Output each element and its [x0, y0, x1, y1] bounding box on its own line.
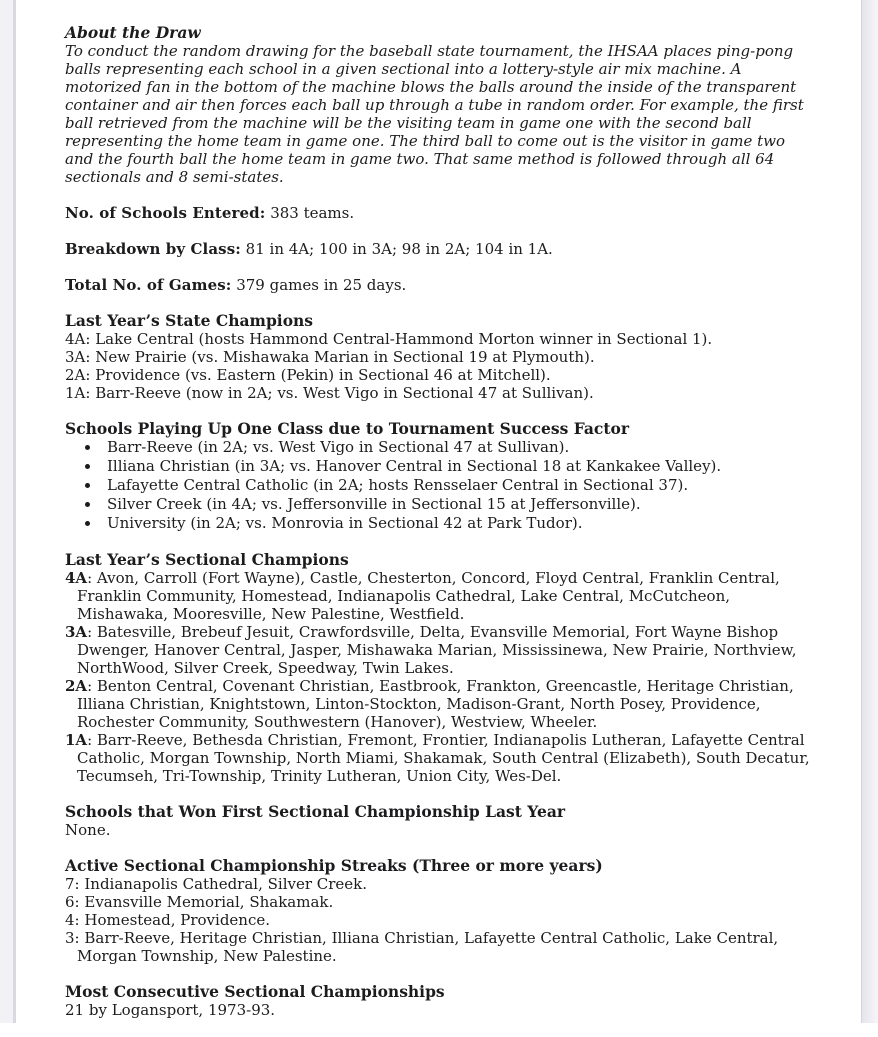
page-edge-right: [861, 0, 878, 1023]
section-streaks: [65, 857, 815, 965]
fact-total-games: [65, 276, 815, 294]
section-most-consecutive: [65, 983, 815, 1019]
streak-line-3: 3: Barr-Reeve, Heritage Christian, Illiana Christian, Lafayette Central Catholic, Lake Central, Morgan Township, New Palestine.: [65, 929, 779, 965]
school-list: : Barr-Reeve, Bethesda Christian, Fremont, Frontier, Indianapolis Lutheran, Lafayette Central Catholic, Morgan Township, North Miami, Shakamak, South Central (Elizabeth), South Decatur, Tecumseh, Tri-Township, Trinity Lutheran, Union City, Wes-Del.: [77, 731, 810, 785]
section-sectional-champions: [65, 551, 815, 785]
class-label: 2A: [65, 677, 88, 695]
list-item: • Lafayette Central Catholic (in 2A; hosts Rensselaer Central in Sectional 37).: [101, 476, 815, 495]
state-champion-1a: 1A: Barr-Reeve (now in 2A; vs. West Vigo in Sectional 47 at Sullivan).: [65, 384, 594, 402]
fact-schools-entered: [65, 204, 815, 222]
page-edge-left: [0, 0, 16, 1023]
state-champion-3a: 3A: New Prairie (vs. Mishawaka Marian in Sectional 19 at Plymouth).: [65, 348, 595, 366]
fact-breakdown-by-class: [65, 240, 815, 258]
playing-up-list: [65, 438, 815, 533]
sectional-champions-2a: [65, 677, 815, 731]
state-champions-heading: Last Year’s State Champions: [65, 311, 314, 330]
about-heading: About the Draw: [65, 23, 201, 42]
list-item: • Silver Creek (in 4A; vs. Jeffersonville in Sectional 15 at Jeffersonville).: [101, 495, 815, 514]
sectional-champions-1a: [65, 731, 815, 785]
state-champion-2a: 2A: Providence (vs. Eastern (Pekin) in Sectional 46 at Mitchell).: [65, 366, 551, 384]
about-paragraph: To conduct the random drawing for the baseball state tournament, the IHSAA places ping-pong balls representing each school in a given sectional into a lottery-style air mix machine. A motorized fan in the bottom of the machine blows the balls around the inside of the transparent container and air then forces each ball up through a tube in random order. For example, the first ball retrieved from the machine will be the visiting team in game one with the second ball representing the home team in game one. The third ball to come out is the visitor in game two and the fourth ball the home team in game two. That same method is followed through all 64 sectionals and 8 semi-states.: [65, 42, 804, 186]
class-label: 3A: [65, 623, 88, 641]
school-list: : Avon, Carroll (Fort Wayne), Castle, Chesterton, Concord, Floyd Central, Franklin Central, Franklin Community, Homestead, Indianapolis Cathedral, Lake Central, McCutcheon, Mishawaka, Mooresville, New Palestine, Westfield.: [77, 569, 780, 623]
fact-label: Breakdown by Class:: [65, 240, 241, 258]
streak-line-4: 4: Homestead, Providence.: [65, 911, 271, 929]
class-label: 1A: [65, 731, 88, 749]
most-consecutive-heading: Most Consecutive Sectional Championships: [65, 982, 445, 1001]
fact-value: 383 teams.: [270, 204, 355, 222]
state-champion-4a: 4A: Lake Central (hosts Hammond Central-Hammond Morton winner in Sectional 1).: [65, 330, 713, 348]
streak-line-7: 7: Indianapolis Cathedral, Silver Creek.: [65, 875, 368, 893]
list-item: • Illiana Christian (in 3A; vs. Hanover Central in Sectional 18 at Kankakee Valley).: [101, 457, 815, 476]
school-list: : Benton Central, Covenant Christian, Eastbrook, Frankton, Greencastle, Heritage Christian, Illiana Christian, Knightstown, Linton-Stockton, Madison-Grant, North Posey, Providence, Rochester Community, Southwestern (Hanover), Westview, Wheeler.: [77, 677, 794, 731]
streaks-heading: Active Sectional Championship Streaks (Three or more years): [65, 856, 603, 875]
first-sectional-heading: Schools that Won First Sectional Championship Last Year: [65, 802, 566, 821]
streak-line-6: 6: Evansville Memorial, Shakamak.: [65, 893, 334, 911]
sectional-champions-heading: Last Year’s Sectional Champions: [65, 550, 349, 569]
playing-up-heading: Schools Playing Up One Class due to Tournament Success Factor: [65, 419, 630, 438]
section-about-the-draw: [65, 24, 815, 186]
fact-label: Total No. of Games:: [65, 276, 232, 294]
class-label: 4A: [65, 569, 88, 587]
list-item: • University (in 2A; vs. Monrovia in Sectional 42 at Park Tudor).: [101, 514, 815, 533]
list-item: • Barr-Reeve (in 2A; vs. West Vigo in Sectional 47 at Sullivan).: [101, 438, 815, 457]
school-list: : Batesville, Brebeuf Jesuit, Crawfordsville, Delta, Evansville Memorial, Fort Wayne Bishop Dwenger, Hanover Central, Jasper, Mishawaka Marian, Mississinewa, New Prairie, Northview, NorthWood, Silver Creek, Speedway, Twin Lakes.: [77, 623, 797, 677]
first-sectional-body: None.: [65, 821, 111, 839]
most-consecutive-body: 21 by Logansport, 1973-93.: [65, 1001, 276, 1019]
sectional-champions-3a: [65, 623, 815, 677]
fact-label: No. of Schools Entered:: [65, 204, 266, 222]
fact-value: 81 in 4A; 100 in 3A; 98 in 2A; 104 in 1A.: [245, 240, 553, 258]
document-page: [65, 24, 815, 1037]
section-first-sectional: [65, 803, 815, 839]
sectional-champions-4a: [65, 569, 815, 623]
fact-value: 379 games in 25 days.: [236, 276, 407, 294]
section-playing-up: [65, 420, 815, 533]
section-state-champions: [65, 312, 815, 402]
